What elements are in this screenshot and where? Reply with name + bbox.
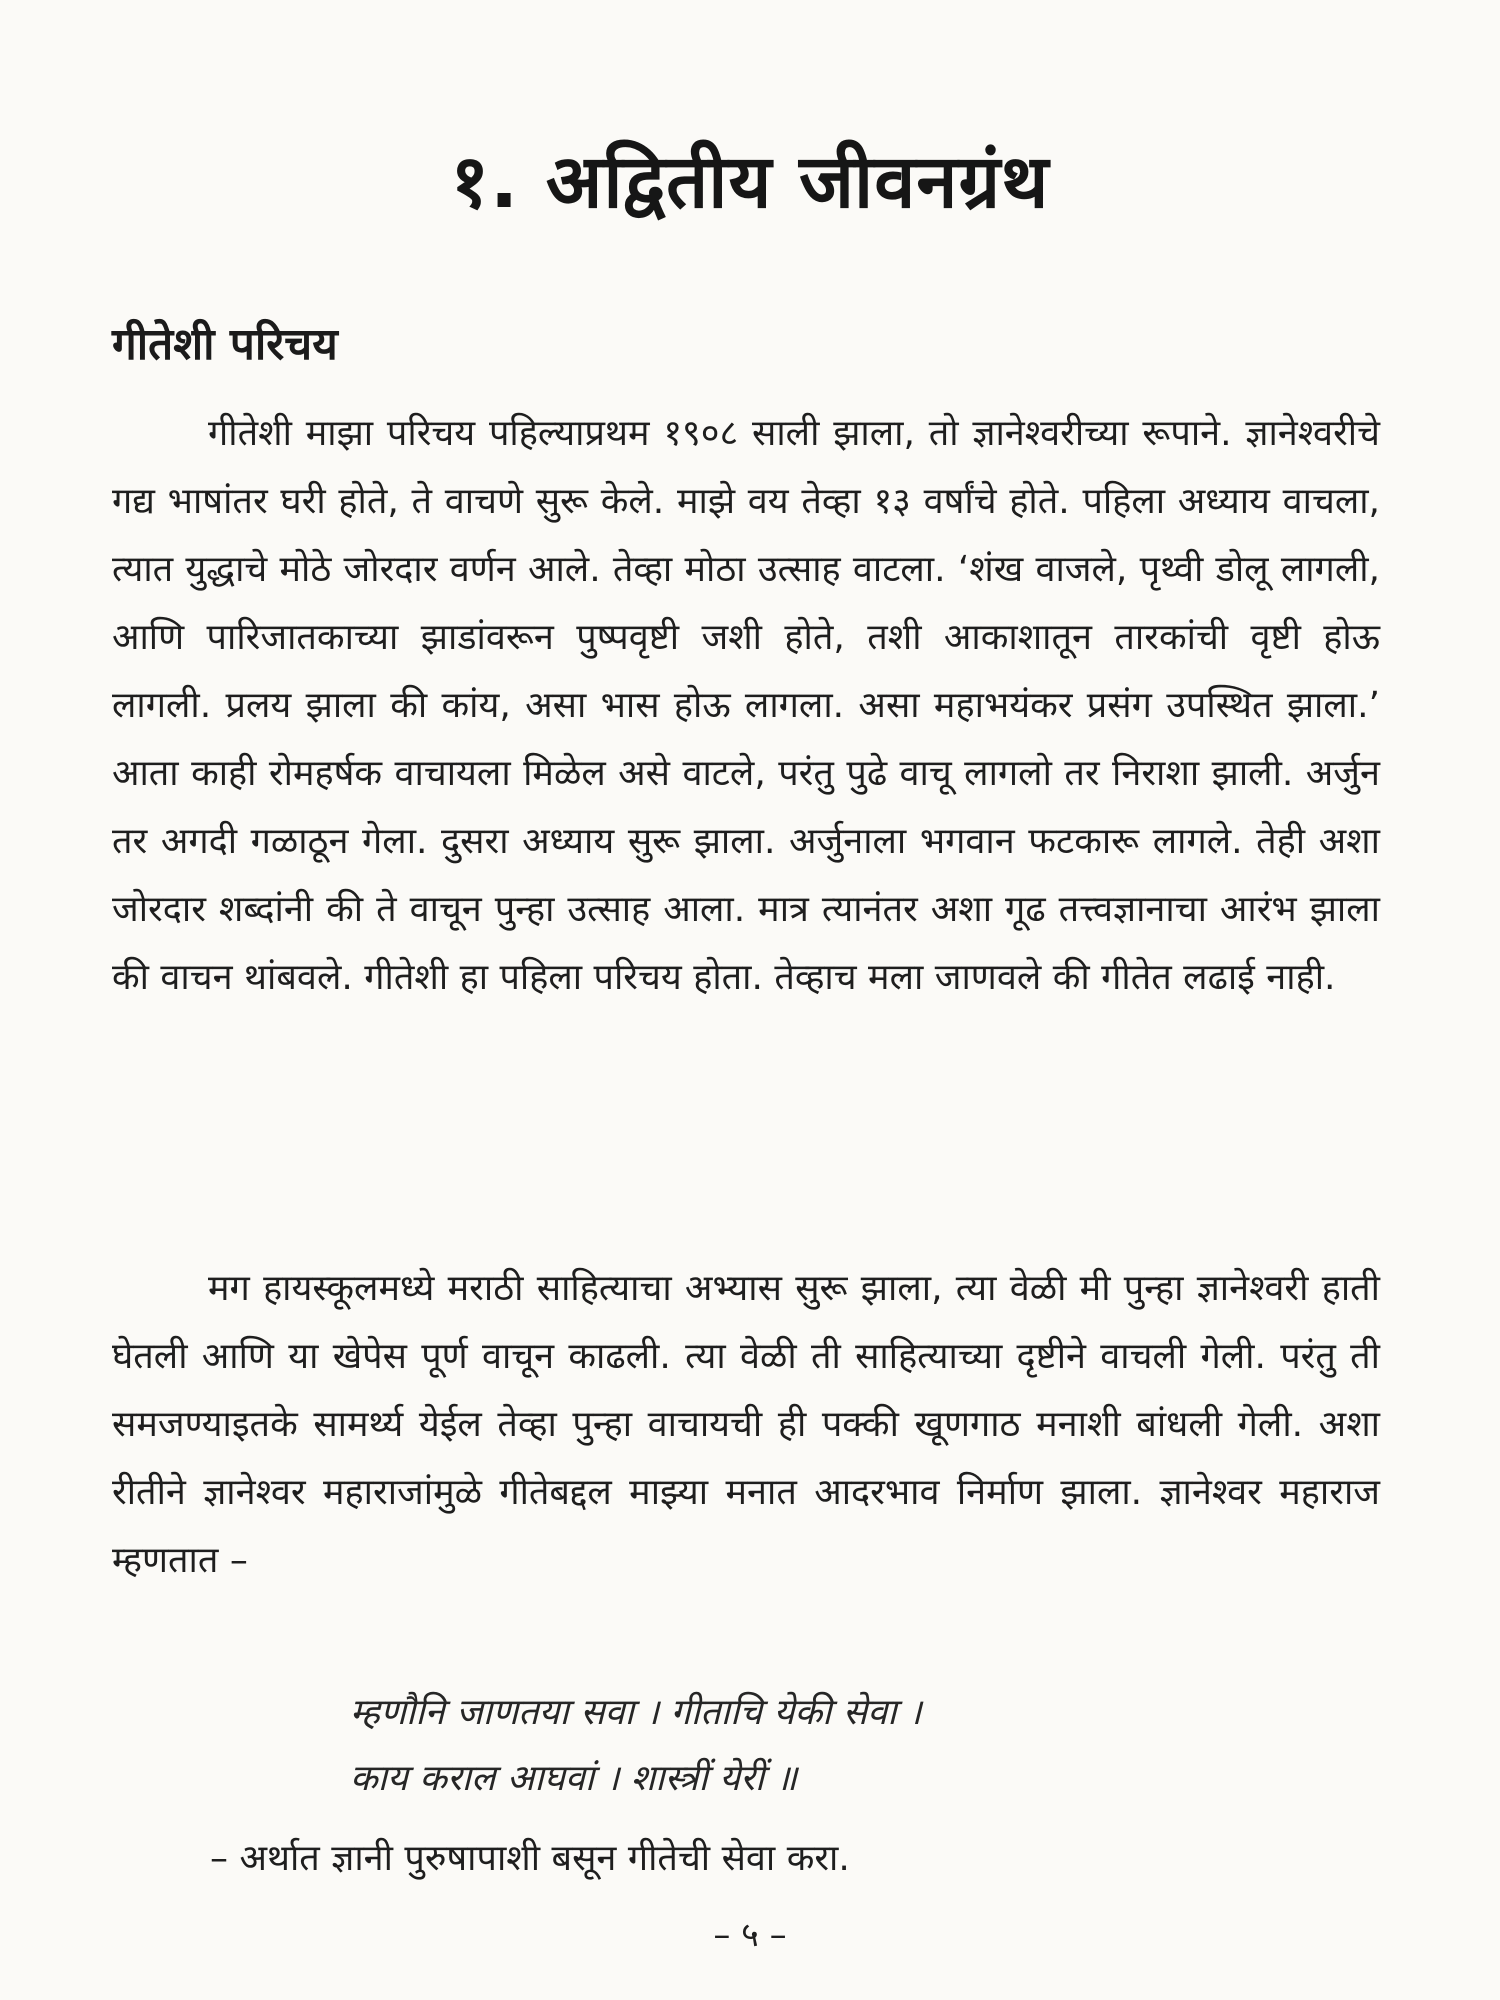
verse-meaning: – अर्थात ज्ञानी पुरुषापाशी बसून गीतेची सेवा करा. xyxy=(210,1838,850,1879)
verse-line-2: काय कराल आघवां । शास्त्रीं येरीं ॥ xyxy=(350,1758,798,1799)
chapter-title: १. अद्वितीय जीवनग्रंथ xyxy=(450,139,1050,225)
page-number: – ५ – xyxy=(713,1915,787,1955)
section-heading: गीतेशी परिचय xyxy=(112,319,338,370)
paragraph-2: मग हायस्कूलमध्ये मराठी साहित्याचा अभ्यास सुरू झाला, त्या वेळी मी पुन्हा ज्ञानेश्वरी हाती घेतली आणि या खेपेस पूर्ण वाचून काढली. त्या वेळी ती साहित्याच्या दृष्टीने वाचली गेली. परंतु ती समजण्याइतके सामर्थ्य येईल तेव्हा पुन्हा वाचायची ही पक्की खूणगाठ मनाशी बांधली गेली. अशा रीतीने ज्ञानेश्वर महाराजांमुळे गीतेबद्दल माझ्या मनात आदरभाव निर्माण झाला. ज्ञानेश्वर महाराज म्हणतात – xyxy=(112,1268,1380,1581)
paragraph-1: गीतेशी माझा परिचय पहिल्याप्रथम १९०८ साली झाला, तो ज्ञानेश्वरीच्या रूपाने. ज्ञानेश्वरीचे गद्य भाषांतर घरी होते, ते वाचणे सुरू केले. माझे वय तेव्हा १३ वर्षांचे होते. पहिला अध्याय वाचला, त्यात युद्धाचे मोठे जोरदार वर्णन आले. तेव्हा मोठा उत्साह वाटला. ‘शंख वाजले, पृथ्वी डोलू लागली, आणि पारिजातकाच्या झाडांवरून पुष्पवृष्टी जशी होते, तशी आकाशातून तारकांची वृष्टी होऊ लागली. प्रलय झाला की कांय, असा भास होऊ लागला. असा महाभयंकर प्रसंग उपस्थित झाला.’ आता काही रोमहर्षक वाचायला मिळेल असे वाटले, परंतु पुढे वाचू लागलो तर निराशा झाली. अर्जुन तर अगदी गळाठून गेला. दुसरा अध्याय सुरू झाला. अर्जुनाला भगवान फटकारू लागले. तेही अशा जोरदार शब्दांनी की ते वाचून पुन्हा उत्साह आला. मात्र त्यानंतर अशा गूढ तत्त्वज्ञानाचा आरंभ झाला की वाचन थांबवले. गीतेशी हा पहिला परिचय होता. तेव्हाच मला जाणवले की गीतेत लढाई नाही. xyxy=(112,413,1380,998)
verse-line-1: म्हणौनि जाणतया सवा । गीताचि येकी सेवा । xyxy=(350,1692,922,1733)
